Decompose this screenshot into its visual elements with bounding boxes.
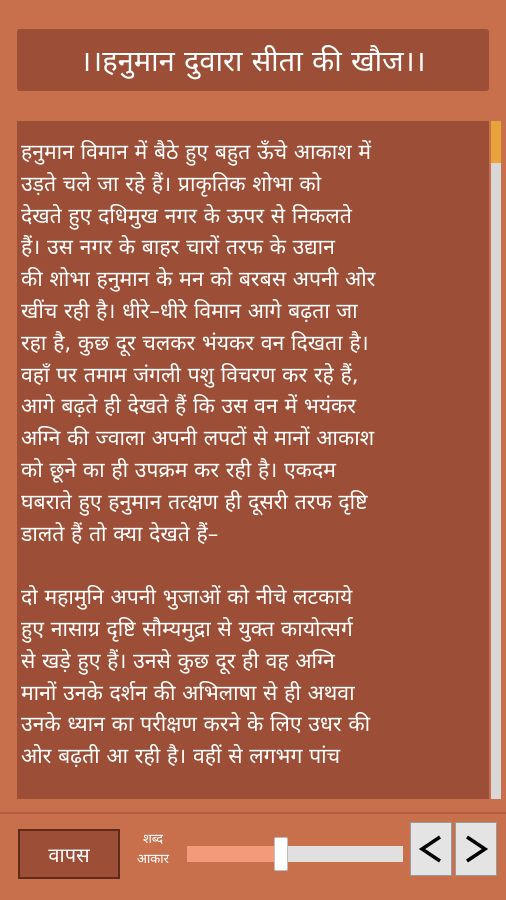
chevron-right-icon xyxy=(463,834,489,864)
story-text xyxy=(17,121,489,772)
scrollbar[interactable] xyxy=(491,121,501,799)
text-line: की शोभा हनुमान के मन को बरबस अपनी ओर xyxy=(21,266,376,292)
font-size-slider-thumb[interactable] xyxy=(274,837,288,871)
text-line: अग्नि की ज्वाला अपनी लपटों से मानों आकाश xyxy=(21,425,375,451)
bottom-toolbar xyxy=(0,812,506,900)
font-size-label-line2: आकार xyxy=(137,852,169,867)
font-size-slider-fill xyxy=(187,846,281,862)
back-button[interactable]: वापस xyxy=(18,829,120,879)
text-line: को छूने का ही उपक्रम कर रही है। एकदम xyxy=(21,456,336,482)
text-line: दो महामुनि अपनी भुजाओं को नीचे लटकाये xyxy=(21,584,353,610)
chevron-left-icon xyxy=(418,834,444,864)
text-line: हनुमान विमान में बैठे हुए बहुत ऊँचे आकाश में xyxy=(21,139,372,164)
text-line: आगे बढ़ते ही देखते हैं कि उस वन में भयंकर xyxy=(21,393,356,419)
font-size-label xyxy=(125,830,181,870)
text-line: उड़ते चले जा रहे हैं। प्राकृतिक शोभा को xyxy=(21,170,322,196)
text-line: हुए नासाग्र दृष्टि सौम्यमुद्रा से युक्त कायोत्सर्ग xyxy=(21,615,353,641)
font-size-label-line1: शब्द xyxy=(142,832,164,847)
text-line: खींच रही है। धीरे–धीरे विमान आगे बढ़ता जा xyxy=(21,297,358,323)
previous-page-button[interactable] xyxy=(410,822,452,876)
font-size-slider[interactable] xyxy=(187,846,403,862)
scrollbar-thumb[interactable] xyxy=(491,121,501,163)
page-title: ।।हनुमान दुवारा सीता की खौज।। xyxy=(80,43,426,78)
text-line: घबराते हुए हनुमान तत्क्षण ही दूसरी तरफ दृष्टि xyxy=(21,488,368,514)
text-line: देखते हुए दधिमुख नगर के ऊपर से निकलते xyxy=(21,202,352,228)
text-line: रहा है, कुछ दूर चलकर भंयकर वन दिखता है। xyxy=(21,329,369,355)
text-line: ओर बढ़ती आ रही है। वहीं से लगभग पांच xyxy=(21,743,341,769)
next-page-button[interactable] xyxy=(455,822,497,876)
text-line: से खड़े हुए हैं। उनसे कुछ दूर ही वह अग्नि xyxy=(21,647,335,673)
text-line: उनके ध्यान का परीक्षण करने के लिए उधर की xyxy=(21,711,371,737)
page-title-bar xyxy=(17,29,489,91)
text-line: डालते हैं तो क्या देखते हैं– xyxy=(21,520,219,546)
paragraph-gap xyxy=(21,549,477,581)
text-line: मानों उनके दर्शन की अभिलाषा से ही अथवा xyxy=(21,679,355,705)
text-line: वहाँ पर तमाम जंगली पशु विचरण कर रहे हैं, xyxy=(21,361,359,387)
text-line: हैं। उस नगर के बाहर चारों तरफ के उद्यान xyxy=(21,234,335,260)
content-panel[interactable] xyxy=(17,121,489,799)
